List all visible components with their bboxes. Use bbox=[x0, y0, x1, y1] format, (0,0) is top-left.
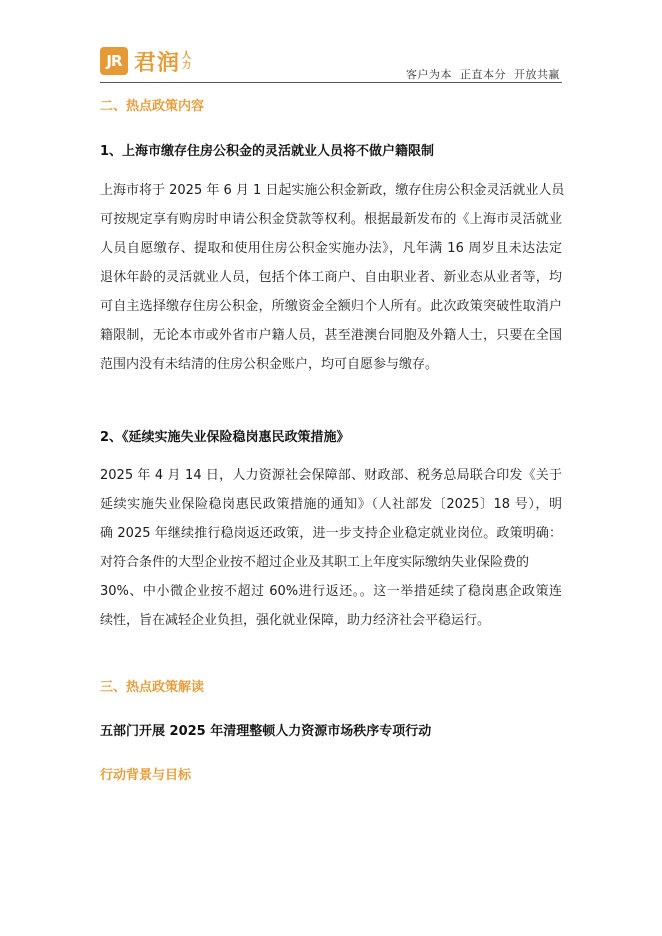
logo-mark-icon: JR bbox=[100, 47, 128, 75]
logo-sub-char: 力 bbox=[182, 61, 192, 71]
paragraph-line: 对符合条件的大型企业按不超过企业及其职工上年度实际缴纳失业保险费的 bbox=[100, 555, 530, 570]
header-divider bbox=[100, 82, 562, 83]
paragraph-line: 30%、中小微企业按不超过 60%进行返还。。这一举措延续了稳岗惠企政策连 bbox=[100, 584, 562, 599]
paragraph-line: 退休年龄的灵活就业人员，包括个体工商户、自由职业者、新业态从业者等，均 bbox=[100, 270, 562, 285]
company-slogan: 客户为本 正直本分 开放共赢 bbox=[406, 68, 560, 81]
logo-name: 君润 bbox=[134, 50, 181, 76]
paragraph-line: 续性，旨在减轻企业负担，强化就业保障，助力经济社会平稳运行。 bbox=[100, 613, 491, 628]
page-header bbox=[100, 44, 562, 84]
subheading-background-goals: 行动背景与目标 bbox=[100, 768, 192, 783]
paragraph-unemployment-insurance bbox=[100, 461, 562, 635]
paragraph-line: 上海市将于 2025 年 6 月 1 日起实施公积金新政，缴存住房公积金灵活就业人员 bbox=[100, 183, 565, 198]
company-logo bbox=[100, 44, 191, 78]
logo-sub bbox=[182, 51, 191, 71]
section-heading-policy-interpretation: 三、热点政策解读 bbox=[100, 680, 205, 695]
item-title-shanghai-fund: 1、上海市缴存住房公积金的灵活就业人员将不做户籍限制 bbox=[100, 144, 435, 159]
paragraph-line: 可自主选择缴存住房公积金，所缴资金全额归个人所有。此次政策突破性取消户 bbox=[100, 299, 562, 314]
paragraph-line: 延续实施失业保险稳岗惠民政策措施的通知》（人社部发〔2025〕18 号），明 bbox=[100, 497, 562, 512]
paragraph-line: 确 2025 年继续推行稳岗返还政策，进一步支持企业稳定就业岗位。政策明确： bbox=[100, 526, 562, 541]
paragraph-line: 2025 年 4 月 14 日，人力资源社会保障部、财政部、税务总局联合印发《关于 bbox=[100, 468, 562, 483]
topic-title-market-order: 五部门开展 2025 年清理整顿人力资源市场秩序专项行动 bbox=[100, 724, 432, 739]
paragraph-line: 范围内没有未结清的住房公积金账户，均可自愿参与缴存。 bbox=[100, 357, 439, 372]
paragraph-shanghai-fund bbox=[100, 176, 565, 379]
paragraph-line: 籍限制，无论本市或外省市户籍人员，甚至港澳台同胞及外籍人士，只要在全国 bbox=[100, 328, 562, 343]
item-title-unemployment-insurance: 2、《延续实施失业保险稳岗惠民政策措施》 bbox=[100, 430, 350, 445]
logo-sub-char: 人 bbox=[182, 51, 192, 61]
paragraph-line: 可按规定享有购房时申请公积金贷款等权利。根据最新发布的《上海市灵活就业 bbox=[100, 212, 562, 227]
section-heading-hot-policies: 二、热点政策内容 bbox=[100, 99, 205, 114]
paragraph-line: 人员自愿缴存、提取和使用住房公积金实施办法》，凡年满 16 周岁且未达法定 bbox=[100, 241, 562, 256]
